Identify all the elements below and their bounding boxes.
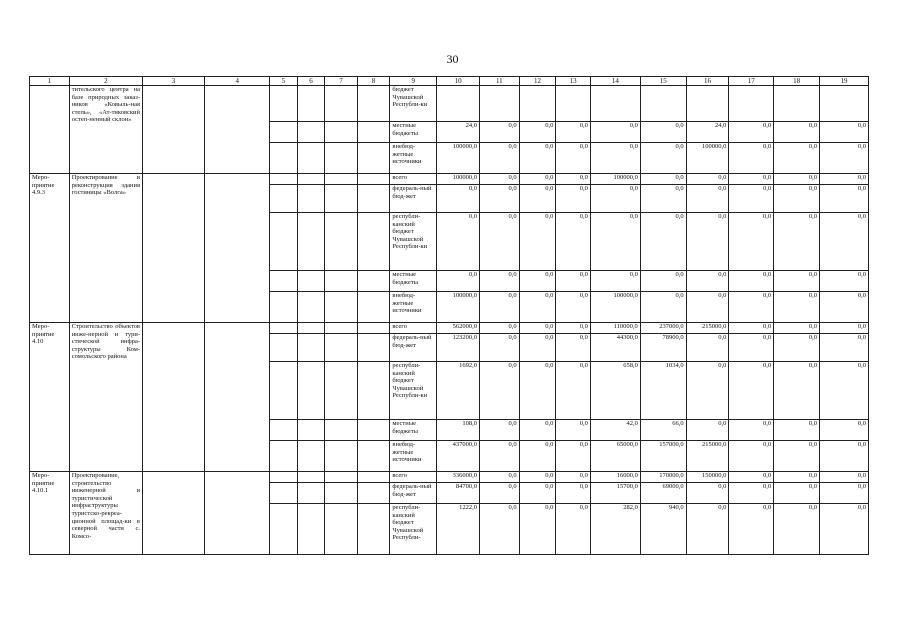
column-number-5: 5 [270, 77, 297, 86]
empty-cell [270, 271, 297, 292]
value-cell: 100000,0 [686, 143, 729, 174]
value-cell: 0,0 [556, 420, 591, 441]
value-cell: 0,0 [437, 271, 480, 292]
empty-cell [325, 483, 358, 504]
value-cell: 0,0 [519, 122, 556, 143]
value-cell: 0,0 [556, 213, 591, 271]
value-cell: 0,0 [774, 271, 820, 292]
value-cell: 0,0 [519, 292, 556, 323]
value-cell: 0,0 [519, 420, 556, 441]
empty-cell [143, 86, 205, 174]
column-number-3: 3 [143, 77, 205, 86]
event-number-cell: Меро-приятие 4.10.1 [30, 472, 70, 555]
empty-cell [270, 292, 297, 323]
funding-source-cell: местные бюджеты [390, 271, 437, 292]
empty-cell [297, 185, 324, 213]
value-cell: 0,0 [590, 213, 640, 271]
empty-cell [325, 441, 358, 472]
table-row [30, 323, 869, 334]
empty-cell [205, 174, 270, 323]
empty-cell [357, 271, 390, 292]
value-cell: 0,0 [729, 483, 774, 504]
value-cell: 84700,0 [437, 483, 480, 504]
column-number-2: 2 [69, 77, 142, 86]
empty-cell [325, 420, 358, 441]
value-cell: 100000,0 [590, 292, 640, 323]
value-cell: 0,0 [479, 174, 519, 185]
value-cell: 0,0 [437, 213, 480, 271]
value-cell: 0,0 [590, 122, 640, 143]
value-cell: 0,0 [479, 420, 519, 441]
value-cell: 0,0 [819, 362, 868, 420]
value-cell: 0,0 [479, 323, 519, 334]
value-cell: 0,0 [640, 185, 686, 213]
value-cell: 0,0 [519, 472, 556, 483]
empty-cell [325, 213, 358, 271]
value-cell: 100000,0 [590, 174, 640, 185]
value-cell: 0,0 [686, 362, 729, 420]
empty-cell [325, 362, 358, 420]
value-cell [590, 86, 640, 122]
value-cell: 0,0 [729, 334, 774, 362]
value-cell: 658,0 [590, 362, 640, 420]
value-cell: 0,0 [556, 271, 591, 292]
empty-cell [357, 504, 390, 555]
value-cell: 0,0 [640, 213, 686, 271]
value-cell: 0,0 [479, 483, 519, 504]
empty-cell [270, 185, 297, 213]
empty-cell [270, 122, 297, 143]
event-name-cell: Строительство объектов инже-нерной и тури-стической инфра-структуры Ком-сомольского района [69, 323, 142, 472]
value-cell: 0,0 [819, 185, 868, 213]
value-cell [774, 86, 820, 122]
value-cell: 0,0 [774, 213, 820, 271]
value-cell: 108,0 [437, 420, 480, 441]
value-cell: 65000,0 [590, 441, 640, 472]
empty-cell [270, 213, 297, 271]
empty-cell [270, 420, 297, 441]
value-cell: 0,0 [774, 362, 820, 420]
value-cell: 1692,0 [437, 362, 480, 420]
value-cell: 0,0 [729, 292, 774, 323]
table-row [30, 174, 869, 185]
value-cell: 0,0 [590, 185, 640, 213]
value-cell: 0,0 [819, 441, 868, 472]
event-number-cell: Меро-приятие 4.10 [30, 323, 70, 472]
value-cell: 0,0 [729, 362, 774, 420]
value-cell: 0,0 [774, 122, 820, 143]
value-cell: 0,0 [640, 174, 686, 185]
column-number-7: 7 [325, 77, 358, 86]
value-cell: 0,0 [774, 174, 820, 185]
empty-cell [325, 472, 358, 483]
value-cell: 0,0 [774, 504, 820, 555]
value-cell: 0,0 [479, 472, 519, 483]
value-cell [479, 86, 519, 122]
value-cell: 0,0 [819, 292, 868, 323]
column-number-6: 6 [297, 77, 324, 86]
value-cell [519, 86, 556, 122]
column-number-16: 16 [686, 77, 729, 86]
empty-cell [357, 472, 390, 483]
value-cell: 0,0 [774, 292, 820, 323]
empty-cell [270, 174, 297, 185]
value-cell: 0,0 [774, 323, 820, 334]
value-cell: 0,0 [479, 504, 519, 555]
value-cell: 0,0 [686, 213, 729, 271]
empty-cell [205, 472, 270, 555]
funding-source-cell: республи-канский бюджет Чувашской Республи- [390, 504, 437, 555]
empty-cell [325, 143, 358, 174]
empty-cell [357, 143, 390, 174]
value-cell: 170000,0 [640, 472, 686, 483]
value-cell: 0,0 [819, 122, 868, 143]
value-cell: 0,0 [686, 185, 729, 213]
empty-cell [143, 174, 205, 323]
empty-cell [297, 271, 324, 292]
value-cell: 24,0 [686, 122, 729, 143]
value-cell: 16000,0 [590, 472, 640, 483]
value-cell: 0,0 [519, 143, 556, 174]
funding-source-cell: местные бюджеты [390, 420, 437, 441]
value-cell [686, 86, 729, 122]
funding-source-cell: бюджет Чувашской Республи-ки [390, 86, 437, 122]
empty-cell [357, 323, 390, 334]
funding-source-cell: всего [390, 174, 437, 185]
column-number-14: 14 [590, 77, 640, 86]
value-cell: 0,0 [686, 334, 729, 362]
value-cell: 0,0 [686, 504, 729, 555]
empty-cell [270, 362, 297, 420]
value-cell: 940,0 [640, 504, 686, 555]
value-cell: 123200,0 [437, 334, 480, 362]
header-row [30, 77, 869, 86]
value-cell: 1222,0 [437, 504, 480, 555]
column-number-1: 1 [30, 77, 70, 86]
empty-cell [325, 292, 358, 323]
value-cell: 0,0 [556, 472, 591, 483]
value-cell: 282,0 [590, 504, 640, 555]
funding-source-cell: внебюд-жетные источники [390, 143, 437, 174]
empty-cell [297, 323, 324, 334]
value-cell: 0,0 [519, 271, 556, 292]
value-cell: 0,0 [556, 174, 591, 185]
empty-cell [297, 334, 324, 362]
empty-cell [270, 483, 297, 504]
column-number-15: 15 [640, 77, 686, 86]
funding-source-cell: федераль-ный бюд-жет [390, 483, 437, 504]
value-cell: 100000,0 [437, 292, 480, 323]
empty-cell [357, 185, 390, 213]
column-number-18: 18 [774, 77, 820, 86]
value-cell: 24,0 [437, 122, 480, 143]
value-cell: 0,0 [686, 174, 729, 185]
value-cell: 0,0 [640, 122, 686, 143]
column-number-9: 9 [390, 77, 437, 86]
value-cell: 0,0 [729, 213, 774, 271]
empty-cell [297, 362, 324, 420]
value-cell: 0,0 [640, 143, 686, 174]
empty-cell [297, 504, 324, 555]
value-cell [640, 86, 686, 122]
value-cell: 0,0 [479, 271, 519, 292]
empty-cell [205, 323, 270, 472]
value-cell: 437000,0 [437, 441, 480, 472]
value-cell: 0,0 [640, 292, 686, 323]
empty-cell [270, 86, 297, 122]
value-cell: 0,0 [774, 441, 820, 472]
value-cell: 0,0 [729, 472, 774, 483]
page-number: 30 [446, 52, 459, 66]
empty-cell [205, 86, 270, 174]
funding-source-cell: федераль-ный бюд-жет [390, 334, 437, 362]
funding-source-cell: федераль-ный бюд-жет [390, 185, 437, 213]
value-cell: 0,0 [479, 334, 519, 362]
value-cell: 0,0 [590, 143, 640, 174]
empty-cell [143, 472, 205, 555]
value-cell [819, 86, 868, 122]
value-cell: 110000,0 [590, 323, 640, 334]
empty-cell [297, 174, 324, 185]
empty-cell [357, 292, 390, 323]
value-cell: 0,0 [729, 271, 774, 292]
column-number-10: 10 [437, 77, 480, 86]
value-cell: 0,0 [519, 323, 556, 334]
column-number-4: 4 [205, 77, 270, 86]
value-cell: 0,0 [729, 441, 774, 472]
empty-cell [297, 441, 324, 472]
value-cell: 0,0 [819, 504, 868, 555]
value-cell: 1034,0 [640, 362, 686, 420]
empty-cell [357, 334, 390, 362]
value-cell: 0,0 [556, 362, 591, 420]
value-cell: 157000,0 [640, 441, 686, 472]
empty-cell [357, 86, 390, 122]
empty-cell [143, 323, 205, 472]
event-name-cell: тительского центра на базе природных заказ-ников «Ковыль-ная степь», «Ат-тиковский остеп-ненный склон» [69, 86, 142, 174]
value-cell: 215000,0 [686, 441, 729, 472]
value-cell: 215000,0 [686, 323, 729, 334]
empty-cell [357, 362, 390, 420]
table-row [30, 86, 869, 122]
event-name-cell: Проектирование, строительство инженерной и туристической инфраструктуры туристско-рекреа-ционной площад-ки в северной части с. Комсо- [69, 472, 142, 555]
budget-table [29, 76, 869, 555]
empty-cell [297, 292, 324, 323]
value-cell: 336000,0 [437, 472, 480, 483]
value-cell: 0,0 [774, 483, 820, 504]
value-cell: 0,0 [519, 334, 556, 362]
column-number-12: 12 [519, 77, 556, 86]
empty-cell [357, 441, 390, 472]
empty-cell [325, 122, 358, 143]
funding-source-cell: республи-канский бюджет Чувашской Республи-ки [390, 362, 437, 420]
value-cell: 0,0 [774, 143, 820, 174]
empty-cell [297, 86, 324, 122]
value-cell: 0,0 [686, 271, 729, 292]
empty-cell [325, 86, 358, 122]
value-cell: 66,0 [640, 420, 686, 441]
value-cell: 0,0 [556, 334, 591, 362]
funding-source-cell: всего [390, 323, 437, 334]
value-cell: 0,0 [774, 420, 820, 441]
value-cell: 0,0 [437, 185, 480, 213]
value-cell: 0,0 [774, 472, 820, 483]
value-cell: 0,0 [556, 483, 591, 504]
value-cell: 150000,0 [686, 472, 729, 483]
value-cell: 44300,0 [590, 334, 640, 362]
value-cell: 0,0 [479, 441, 519, 472]
empty-cell [270, 472, 297, 483]
value-cell: 0,0 [556, 143, 591, 174]
value-cell: 0,0 [774, 185, 820, 213]
empty-cell [325, 271, 358, 292]
value-cell: 0,0 [729, 504, 774, 555]
value-cell: 0,0 [556, 122, 591, 143]
value-cell: 0,0 [556, 323, 591, 334]
value-cell: 0,0 [729, 143, 774, 174]
column-number-13: 13 [556, 77, 591, 86]
value-cell: 0,0 [556, 504, 591, 555]
value-cell: 0,0 [640, 271, 686, 292]
value-cell [556, 86, 591, 122]
funding-source-cell: всего [390, 472, 437, 483]
value-cell: 0,0 [686, 292, 729, 323]
value-cell: 0,0 [519, 483, 556, 504]
value-cell: 0,0 [686, 483, 729, 504]
empty-cell [297, 420, 324, 441]
value-cell: 237000,0 [640, 323, 686, 334]
value-cell: 0,0 [556, 441, 591, 472]
event-name-cell: Проектирование и реконструкция здания гостиницы «Волга» [69, 174, 142, 323]
column-number-17: 17 [729, 77, 774, 86]
empty-cell [357, 174, 390, 185]
value-cell: 562000,0 [437, 323, 480, 334]
value-cell: 0,0 [590, 271, 640, 292]
value-cell: 0,0 [819, 472, 868, 483]
value-cell: 78900,0 [640, 334, 686, 362]
table-row [30, 472, 869, 483]
empty-cell [325, 174, 358, 185]
value-cell: 0,0 [774, 334, 820, 362]
value-cell: 0,0 [519, 362, 556, 420]
value-cell: 0,0 [819, 420, 868, 441]
value-cell: 0,0 [729, 420, 774, 441]
value-cell: 0,0 [819, 483, 868, 504]
empty-cell [297, 143, 324, 174]
empty-cell [270, 323, 297, 334]
empty-cell [297, 483, 324, 504]
empty-cell [325, 323, 358, 334]
funding-source-cell: внебюд-жетные источники [390, 441, 437, 472]
value-cell: 0,0 [729, 323, 774, 334]
value-cell: 0,0 [479, 122, 519, 143]
event-number-cell [30, 86, 70, 174]
value-cell: 0,0 [729, 174, 774, 185]
value-cell: 0,0 [729, 122, 774, 143]
empty-cell [325, 334, 358, 362]
value-cell: 0,0 [519, 504, 556, 555]
column-number-11: 11 [479, 77, 519, 86]
value-cell: 0,0 [556, 185, 591, 213]
value-cell: 0,0 [686, 420, 729, 441]
value-cell: 100000,0 [437, 143, 480, 174]
value-cell: 69000,0 [640, 483, 686, 504]
value-cell: 0,0 [819, 143, 868, 174]
value-cell: 15700,0 [590, 483, 640, 504]
value-cell: 0,0 [819, 334, 868, 362]
funding-source-cell: внебюд-жетные источники [390, 292, 437, 323]
event-number-cell: Меро-приятие 4.9.3 [30, 174, 70, 323]
value-cell [729, 86, 774, 122]
empty-cell [270, 143, 297, 174]
empty-cell [357, 483, 390, 504]
empty-cell [357, 213, 390, 271]
value-cell: 0,0 [819, 213, 868, 271]
value-cell: 0,0 [819, 323, 868, 334]
empty-cell [325, 185, 358, 213]
empty-cell [297, 122, 324, 143]
value-cell: 0,0 [479, 143, 519, 174]
funding-source-cell: республи-канский бюджет Чувашской Республи-ки [390, 213, 437, 271]
value-cell: 0,0 [519, 441, 556, 472]
empty-cell [357, 420, 390, 441]
column-number-19: 19 [819, 77, 868, 86]
value-cell: 0,0 [479, 292, 519, 323]
value-cell: 100000,0 [437, 174, 480, 185]
funding-source-cell: местные бюджеты [390, 122, 437, 143]
empty-cell [270, 441, 297, 472]
empty-cell [270, 504, 297, 555]
value-cell: 0,0 [556, 292, 591, 323]
empty-cell [297, 213, 324, 271]
column-number-8: 8 [357, 77, 390, 86]
value-cell: 0,0 [729, 185, 774, 213]
empty-cell [357, 122, 390, 143]
value-cell: 0,0 [819, 271, 868, 292]
value-cell: 0,0 [819, 174, 868, 185]
value-cell: 0,0 [519, 174, 556, 185]
value-cell: 42,0 [590, 420, 640, 441]
value-cell: 0,0 [479, 362, 519, 420]
value-cell: 0,0 [479, 213, 519, 271]
value-cell: 0,0 [519, 185, 556, 213]
empty-cell [325, 504, 358, 555]
empty-cell [297, 472, 324, 483]
value-cell: 0,0 [519, 213, 556, 271]
value-cell: 0,0 [479, 185, 519, 213]
value-cell [437, 86, 480, 122]
empty-cell [270, 334, 297, 362]
